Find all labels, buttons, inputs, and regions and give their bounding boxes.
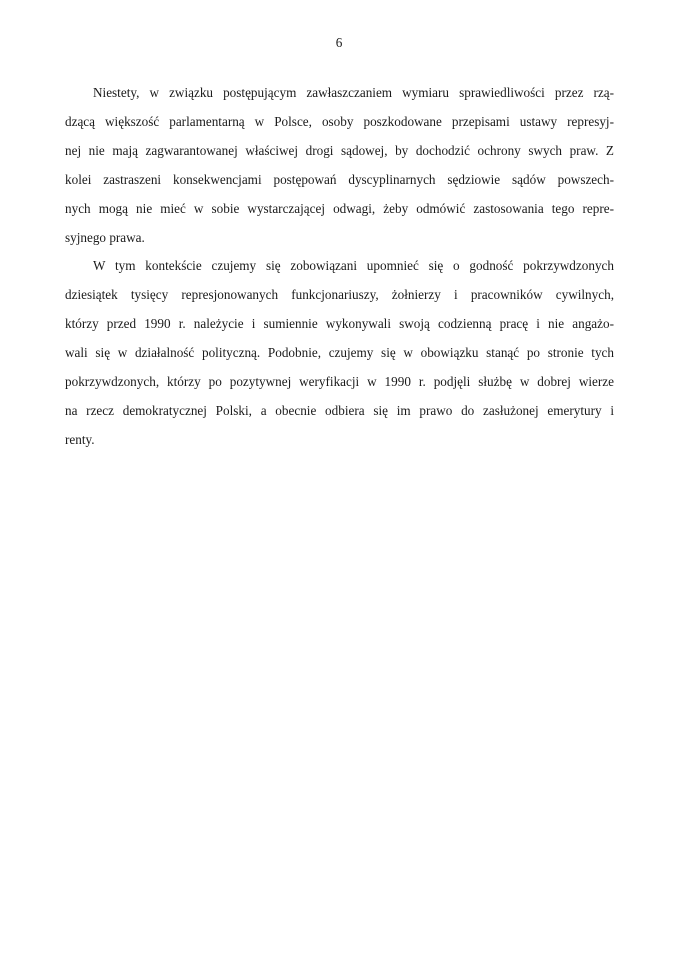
text-line: nych mogą nie mieć w sobie wystarczającej odwagi, żeby odmówić zastosowania tego repre- xyxy=(65,200,614,216)
text-line: dziesiątek tysięcy represjonowanych funkcjonariuszy, żołnierzy i pracowników cywilnych, xyxy=(65,287,614,303)
text-line: pokrzywdzonych, którzy po pozytywnej weryfikacji w 1990 r. podjęli służbę w dobrej wierze xyxy=(65,374,614,390)
paragraph xyxy=(65,252,614,454)
text-line: syjnego prawa. xyxy=(65,229,145,245)
text-line: nej nie mają zagwarantowanej właściwej drogi sądowej, by dochodzić ochrony swych praw. Z xyxy=(65,142,614,158)
text-line: wali się w działalność polityczną. Podobnie, czujemy się w obowiązku stanąć po stronie tych xyxy=(65,345,614,361)
page-number: 6 xyxy=(335,35,343,50)
text-line: kolei zastraszeni konsekwencjami postępowań dyscyplinarnych sędziowie sądów powszech- xyxy=(65,171,614,187)
paragraph xyxy=(65,79,614,252)
text-line: W tym kontekście czujemy się zobowiązani upomnieć się o godność pokrzywdzonych xyxy=(93,258,614,274)
document-body xyxy=(65,79,614,455)
text-line: renty. xyxy=(65,431,95,447)
text-line: dzącą większość parlamentarną w Polsce, osoby poszkodowane przepisami ustawy represyj- xyxy=(65,113,614,129)
text-line: na rzecz demokratycznej Polski, a obecnie odbiera się im prawo do zasłużonej emerytury i xyxy=(65,402,614,418)
text-line: którzy przed 1990 r. należycie i sumiennie wykonywali swoją codzienną pracę i nie angażo- xyxy=(65,316,614,332)
text-line: Niestety, w związku postępującym zawłaszczaniem wymiaru sprawiedliwości przez rzą- xyxy=(93,85,614,100)
